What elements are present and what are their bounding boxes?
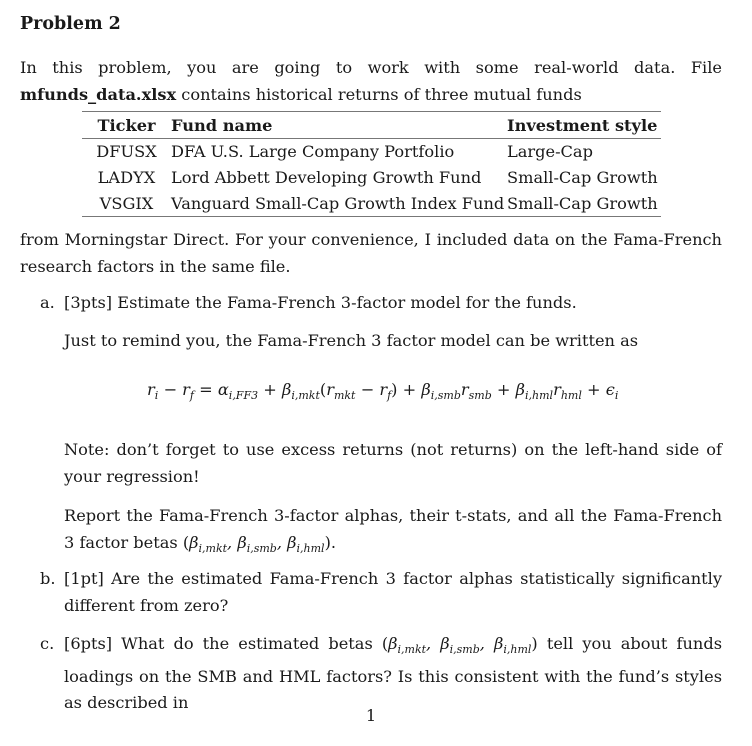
intro-paragraph [20,55,722,108]
item-c-label: c. [40,634,55,653]
table-row [82,139,661,165]
fama-french-equation: $r_i - r_f = \alpha_{i,FF3} + \beta_{i,mkt}(r_{mkt} - r_f) + \beta_{i,smb}r_{smb} + \beta_{i,hml}r_{hml} + \epsilon_i$ [147,380,619,403]
cell-fund-name: DFA U.S. Large Company Portfolio [171,142,455,162]
beta-list: $\beta_{i,mkt}$, $\beta_{i,smb}$, $\beta_{i,hml}$ [189,532,325,555]
header-fund-name: Fund name [171,115,273,135]
item-c-text [64,631,722,717]
page-number: 1 [365,706,377,725]
item-a-label: a. [40,293,55,312]
cell-fund-name: Lord Abbett Developing Growth Fund [171,168,482,187]
table-row [82,191,661,217]
header-investment-style: Investment style [507,115,658,135]
beta-list: $\beta_{i,mkt}$, $\beta_{i,smb}$, $\beta_{i,hml}$ [388,634,532,657]
cell-fund-name: Vanguard Small-Cap Growth Index Fund [171,193,505,213]
cell-ticker: VSGIX [99,193,154,213]
problem-heading: Problem 2 [20,14,121,34]
item-c-prefix: [6pts] What do the estimated betas ( [64,634,389,653]
item-b-text: [1pt] Are the estimated Fama-French 3 factor alphas statistically significantly different from zero? [64,569,722,615]
table-row [82,165,661,191]
intro-suffix: contains historical returns of three mutual funds [176,84,582,104]
after-table-paragraph: from Morningstar Direct. For your convenience, I included data on the Fama-French research factors in the same file. [20,230,722,276]
cell-ticker: DFUSX [96,142,157,162]
funds-table [82,111,661,217]
cell-style: Small-Cap Growth [507,168,658,187]
header-ticker: Ticker [97,115,156,135]
item-a-report [64,503,722,562]
report-suffix: ). [324,532,337,552]
data-filename: mfunds_data.xlsx [20,84,177,104]
cell-ticker: LADYX [97,168,156,187]
cell-style: Small-Cap Growth [507,193,658,213]
item-b-label: b. [40,569,56,588]
item-a-note: Note: don’t forget to use excess returns (not returns) on the left-hand side of your regression! [64,440,722,486]
item-a-text: [3pts] Estimate the Fama-French 3-factor model for the funds. [64,293,577,312]
item-c-suffix: ) tell you about funds loadings on the SMB and HML factors? Is this consistent with the fund’s styles as described in [64,634,722,713]
item-a-remind: Just to remind you, the Fama-French 3 factor model can be written as [64,331,639,350]
intro-prefix: In this problem, you are going to work with some real-world data. File [20,58,722,77]
table-header-row [82,112,661,139]
report-prefix: Report the Fama-French 3-factor alphas, their t-stats, and all the Fama-French 3 factor betas ( [64,506,722,552]
cell-style: Large-Cap [507,142,593,162]
